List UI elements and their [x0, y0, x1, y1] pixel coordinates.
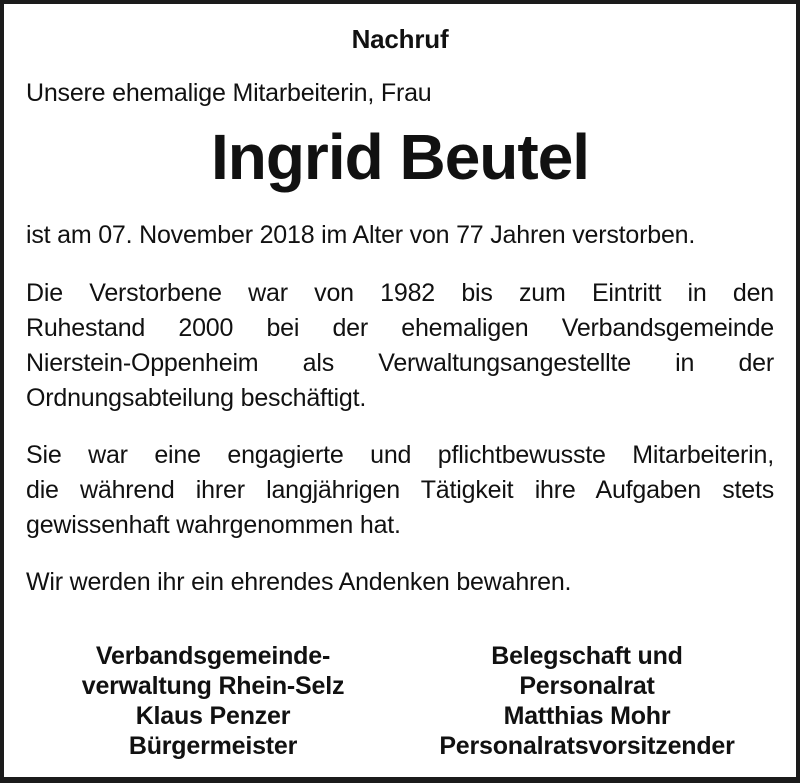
tribute-paragraph-line: die während ihrer langjährigen Tätigkeit ihre Aufgaben stets	[26, 476, 774, 504]
signature-left-line: verwaltung Rhein-Selz	[81, 672, 345, 700]
tribute-paragraph-line: gewissenhaft wahrgenommen hat.	[26, 511, 401, 539]
deceased-name: Ingrid Beutel	[210, 121, 590, 193]
career-paragraph-line: Die Verstorbene war von 1982 bis zum Eintritt in den	[26, 279, 774, 307]
tribute-paragraph-line: Sie war eine engagierte und pflichtbewusste Mitarbeiterin,	[26, 441, 774, 469]
notice-title: Nachruf	[351, 24, 449, 54]
signature-right-line: Matthias Mohr	[503, 702, 671, 730]
signature-left-line: Klaus Penzer	[135, 702, 291, 730]
tribute-paragraph	[26, 438, 774, 543]
career-paragraph-line: Ordnungsabteilung beschäftigt.	[26, 384, 367, 412]
signature-left	[26, 641, 400, 761]
signature-left-line: Bürgermeister	[128, 732, 298, 760]
career-paragraph-line: Ruhestand 2000 bei der ehemaligen Verbandsgemeinde	[26, 314, 774, 342]
intro-line: Unsere ehemalige Mitarbeiterin, Frau	[26, 79, 432, 107]
signature-right	[400, 641, 774, 761]
death-date-line: ist am 07. November 2018 im Alter von 77 Jahren verstorben.	[26, 221, 696, 249]
signature-right-line: Belegschaft und	[491, 642, 683, 670]
signature-block	[26, 641, 774, 761]
signature-right-line: Personalrat	[519, 672, 655, 700]
closing-line: Wir werden ihr ein ehrendes Andenken bewahren.	[26, 568, 572, 596]
career-paragraph	[26, 276, 774, 416]
career-paragraph-line: Nierstein-Oppenheim als Verwaltungsangestellte in der	[26, 349, 774, 377]
signature-left-line: Verbandsgemeinde-	[95, 642, 331, 670]
signature-right-line: Personalratsvorsitzender	[439, 732, 735, 760]
